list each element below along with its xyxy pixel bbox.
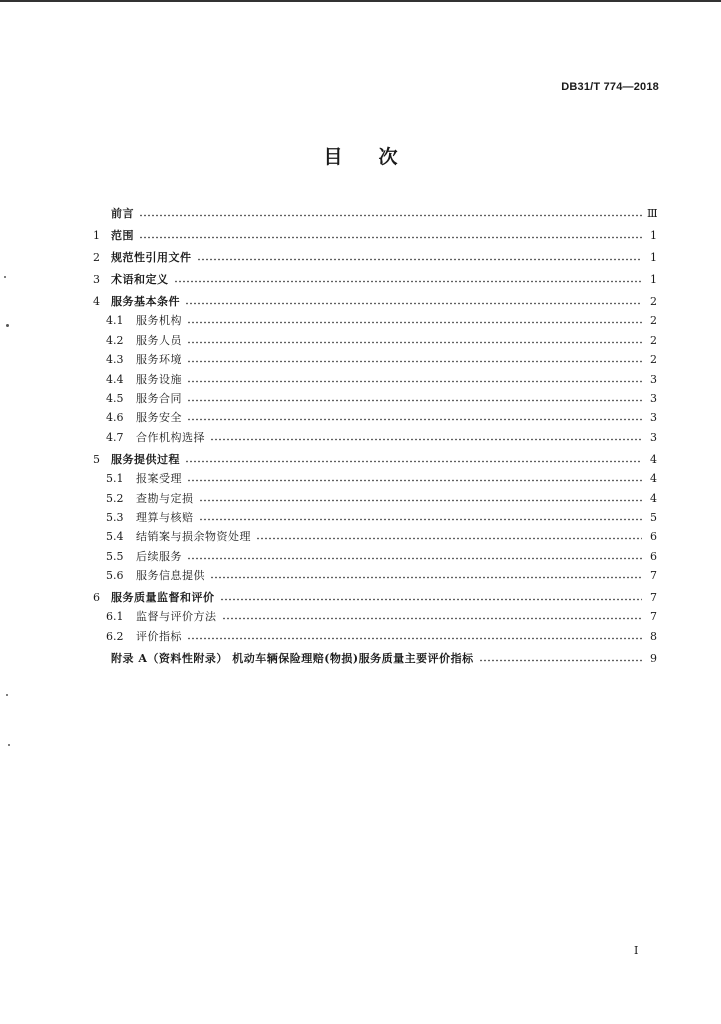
toc-entry-label: 服务合同 [136, 391, 182, 405]
toc-entry-page: 3 [650, 430, 657, 444]
toc-entry-number: 2 [93, 251, 100, 264]
toc-entry-number: 5.1 [106, 472, 124, 486]
toc-dot-leader [187, 551, 642, 560]
scan-speck [8, 744, 10, 746]
toc-entry-number: 5.5 [106, 549, 124, 563]
toc-entry-number: 5.2 [106, 491, 124, 505]
toc-entry-label: 查勘与定损 [136, 491, 194, 505]
toc-entry[interactable] [93, 410, 657, 429]
toc-entry-label: 规范性引用文件 [111, 251, 192, 264]
toc-entry-number: 5.6 [106, 569, 124, 583]
toc-entry-number: 1 [93, 229, 100, 242]
toc-dot-leader [187, 631, 642, 640]
page-number: I [634, 944, 639, 957]
toc-entry-number: 6.1 [106, 610, 124, 624]
toc-entry-label: 服务提供过程 [111, 452, 180, 466]
toc-dot-leader [222, 611, 643, 620]
toc-entry-page: 5 [650, 510, 657, 524]
toc-entry-number: 4.7 [106, 430, 124, 444]
toc-entry-page: Ⅲ [647, 207, 658, 220]
toc-entry-label: 理算与核赔 [136, 510, 194, 524]
toc-dot-leader [185, 296, 642, 305]
toc-entry-label: 服务基本条件 [111, 295, 180, 308]
top-border-line [0, 0, 721, 2]
toc-dot-leader [479, 653, 642, 662]
toc-entry-number: 4.2 [106, 333, 124, 347]
toc-entry[interactable] [93, 429, 657, 448]
toc-entry[interactable] [93, 352, 657, 371]
toc-dot-leader [256, 531, 642, 540]
toc-entry[interactable] [93, 203, 657, 225]
toc-entry-label: 范围 [111, 229, 134, 242]
toc-dot-leader [174, 274, 643, 283]
toc-entry[interactable] [93, 548, 657, 567]
toc-entry-page: 9 [650, 651, 657, 665]
toc-entry[interactable] [93, 568, 657, 587]
toc-entry-page: 7 [650, 569, 657, 583]
toc-dot-leader [220, 592, 643, 601]
toc-title: 目次 [323, 146, 434, 168]
toc-entry-page: 3 [650, 391, 657, 405]
scan-speck [6, 694, 8, 696]
toc-entry-number: 5.3 [106, 510, 124, 524]
toc-entry[interactable] [93, 391, 657, 410]
toc-entry-page: 7 [650, 610, 657, 624]
toc-entry-number: 5 [93, 452, 100, 466]
scan-speck [6, 324, 9, 327]
toc-entry-number: 4.4 [106, 372, 124, 386]
toc-entry-page: 2 [650, 333, 657, 347]
toc-dot-leader [187, 393, 642, 402]
toc-entry-label: 服务人员 [136, 333, 182, 347]
toc-entry-number: 4.5 [106, 391, 124, 405]
toc-entry-label: 合作机构选择 [136, 430, 205, 444]
toc-entry-page: 6 [650, 530, 657, 544]
table-of-contents [93, 203, 657, 670]
toc-entry-label: 前言 [111, 207, 134, 220]
toc-entry[interactable] [93, 529, 657, 548]
toc-entry-number: 4.6 [106, 411, 124, 425]
toc-entry[interactable] [93, 332, 657, 351]
toc-dot-leader [199, 493, 643, 502]
toc-entry[interactable] [93, 269, 657, 291]
toc-entry-label: 结销案与损余物资处理 [136, 530, 251, 544]
toc-entry[interactable] [93, 490, 657, 509]
toc-dot-leader [139, 230, 642, 239]
toc-entry-page: 1 [650, 251, 657, 264]
toc-entry-page: 2 [650, 295, 657, 308]
toc-entry-number: 6 [93, 591, 100, 605]
toc-entry-label: 术语和定义 [111, 273, 169, 286]
toc-entry-page: 7 [650, 591, 657, 605]
toc-entry-label: 服务安全 [136, 411, 182, 425]
toc-dot-leader [210, 570, 642, 579]
toc-entry-page: 2 [650, 314, 657, 328]
toc-dot-leader [187, 315, 642, 324]
toc-entry-number: 3 [93, 273, 100, 286]
toc-entry-label: 评价指标 [136, 629, 182, 643]
toc-entry[interactable] [93, 313, 657, 332]
toc-dot-leader [187, 374, 642, 383]
toc-entry-label: 报案受理 [136, 472, 182, 486]
toc-entry[interactable] [93, 587, 657, 609]
toc-entry-number: 4.1 [106, 314, 124, 328]
toc-entry[interactable] [93, 291, 657, 313]
toc-entry-page: 4 [650, 452, 657, 466]
scan-speck [4, 276, 6, 278]
toc-entry[interactable] [93, 247, 657, 269]
toc-entry-label: 服务信息提供 [136, 569, 205, 583]
toc-entry-number: 6.2 [106, 629, 124, 643]
toc-entry[interactable] [93, 648, 657, 670]
toc-entry-number: 5.4 [106, 530, 124, 544]
toc-entry[interactable] [93, 449, 657, 471]
toc-entry-label: 附录 A（资料性附录） 机动车辆保险理赔(物损)服务质量主要评价指标 [111, 651, 474, 665]
toc-entry-label: 服务设施 [136, 372, 182, 386]
toc-entry-page: 6 [650, 549, 657, 563]
toc-entry-page: 2 [650, 353, 657, 367]
toc-entry-page: 4 [650, 472, 657, 486]
toc-entry[interactable] [93, 510, 657, 529]
toc-entry[interactable] [93, 371, 657, 390]
toc-dot-leader [185, 454, 642, 463]
toc-dot-leader [187, 473, 642, 482]
toc-entry-number: 4 [93, 295, 100, 308]
toc-dot-leader [187, 335, 642, 344]
toc-entry-page: 1 [650, 273, 657, 286]
document-code: DB31/T 774—2018 [561, 81, 659, 93]
toc-entry-label: 服务质量监督和评价 [111, 591, 215, 605]
toc-entry-label: 监督与评价方法 [136, 610, 217, 624]
toc-entry-number: 4.3 [106, 353, 124, 367]
toc-entry[interactable] [93, 471, 657, 490]
toc-entry[interactable] [93, 609, 657, 628]
toc-entry[interactable] [93, 628, 657, 647]
toc-entry[interactable] [93, 225, 657, 247]
toc-dot-leader [197, 252, 643, 261]
toc-entry-label: 服务机构 [136, 314, 182, 328]
toc-entry-label: 后续服务 [136, 549, 182, 563]
toc-entry-page: 8 [650, 629, 657, 643]
toc-entry-page: 3 [650, 411, 657, 425]
toc-dot-leader [210, 432, 642, 441]
toc-entry-page: 1 [650, 229, 657, 242]
toc-entry-page: 4 [650, 491, 657, 505]
toc-entry-label: 服务环境 [136, 353, 182, 367]
toc-dot-leader [187, 412, 642, 421]
toc-dot-leader [187, 354, 642, 363]
toc-dot-leader [199, 512, 643, 521]
toc-entry-page: 3 [650, 372, 657, 386]
toc-dot-leader [139, 208, 642, 217]
